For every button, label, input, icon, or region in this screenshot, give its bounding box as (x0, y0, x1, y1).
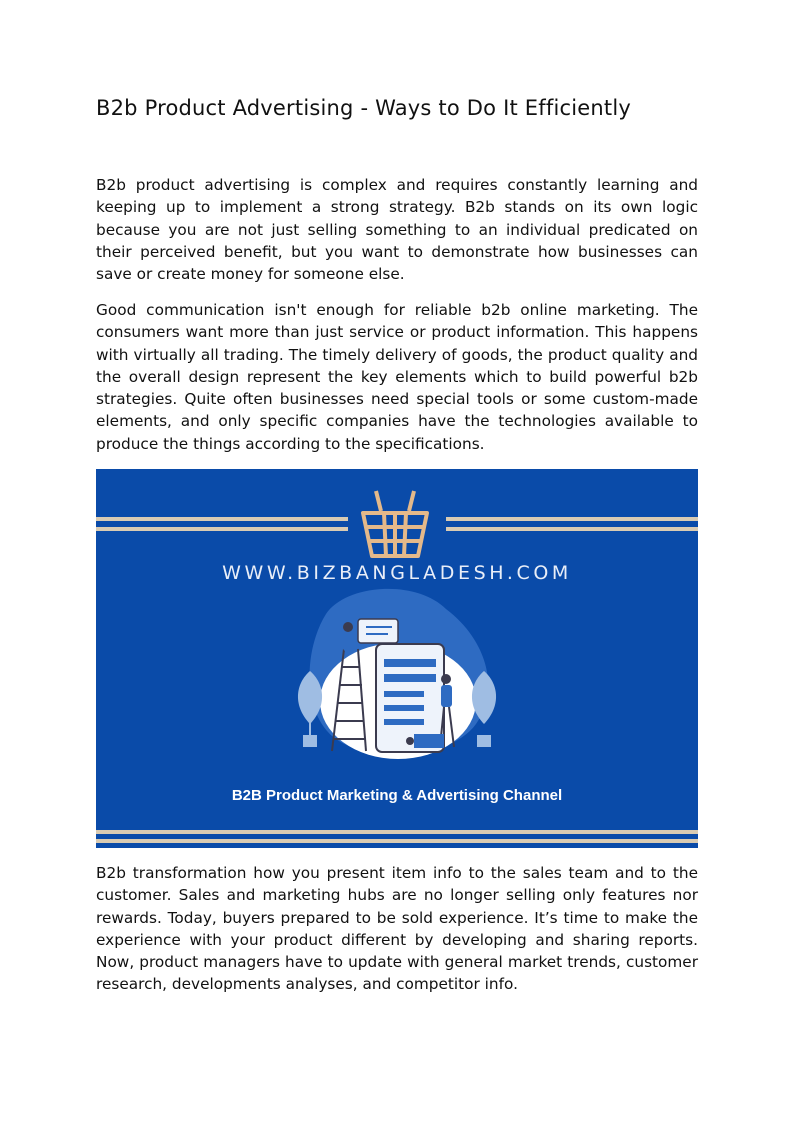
paragraph-transformation: B2b transformation how you present item info to the sales team and to the customer. Sales and marketing hubs are no longer selling only features nor rewards. Today, buyers prepared to be sold experience. It’s time to make the experience with your product different by developing and sharing reports. Now, product managers have to update with general market trends, customer research, developments analyses, and competitor info. (96, 864, 698, 994)
marketing-illustration (298, 589, 496, 759)
page-title: B2b Product Advertising - Ways to Do It Efficiently (96, 96, 631, 120)
banner-caption: B2B Product Marketing & Advertising Channel (231, 787, 563, 804)
banner-stripes-bottom (96, 830, 698, 843)
paragraph-communication: Good communication isn't enough for reliable b2b online marketing. The consumers want more than just service or product information. This happens with virtually all trading. The timely delivery of goods, the product quality and the overall design represent the key elements which to build powerful b2b strategies. Quite often businesses need special tools or some custom-made elements, and only specific companies have the technologies available to produce the things according to the specifications. (96, 301, 698, 453)
banner-site-url: WWW.BIZBANGLADESH.COM (222, 562, 572, 584)
shopping-basket-icon (363, 491, 427, 556)
promo-banner (96, 469, 698, 848)
paragraph-intro: B2b product advertising is complex and requires constantly learning and keeping up to implement a strong strategy. B2b stands on its own logic because you are not just selling something to an individual predicated on their perceived benefit, but you want to demonstrate how businesses can save or create money for someone else. (96, 176, 698, 284)
